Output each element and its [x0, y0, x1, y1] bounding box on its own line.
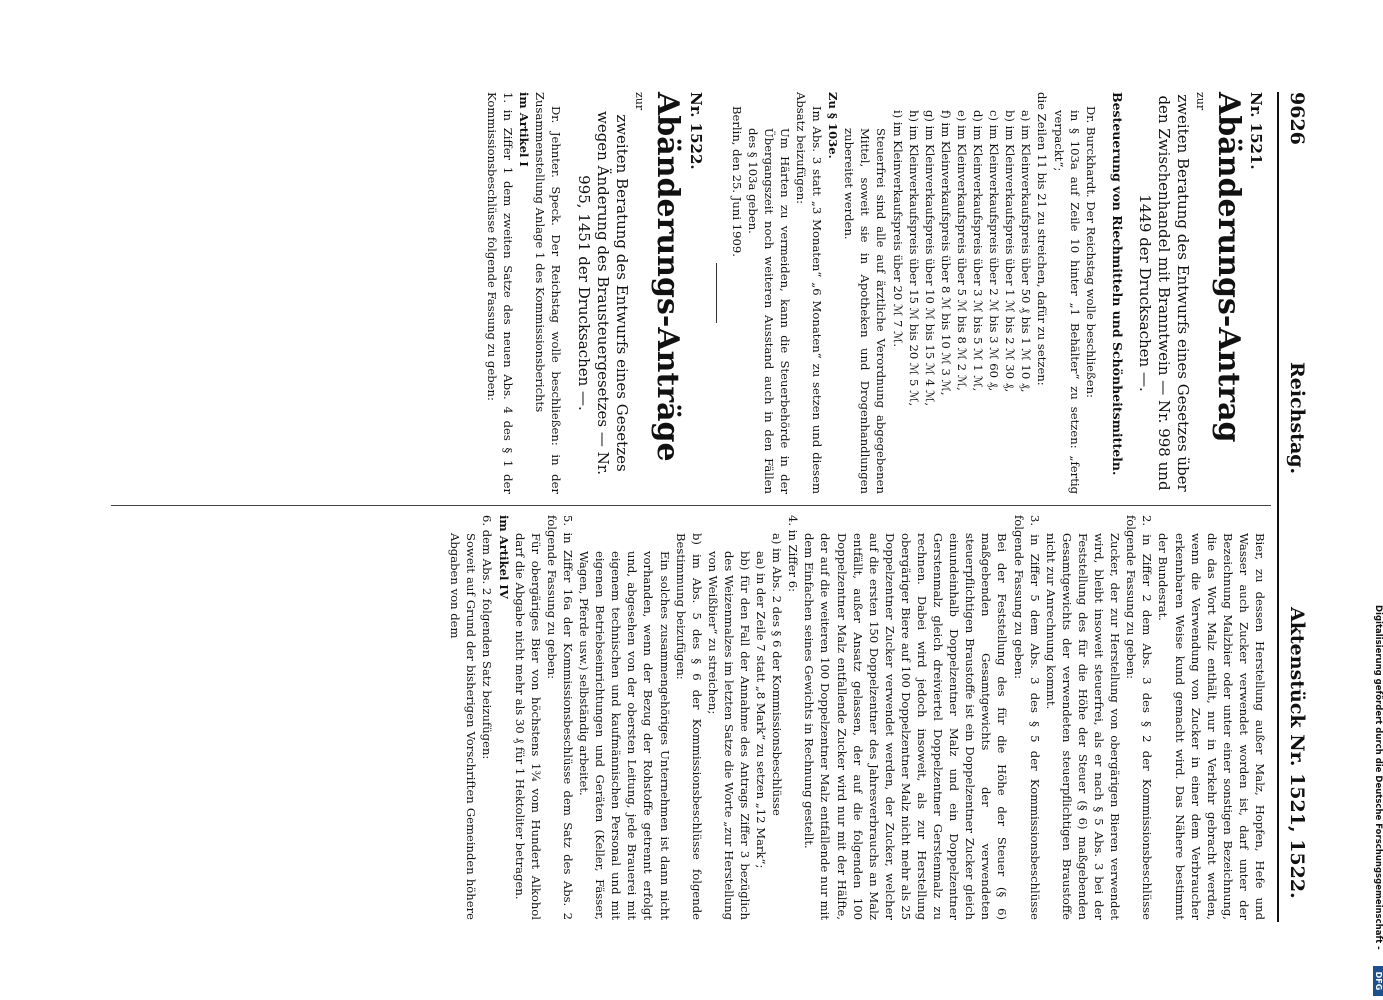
heading-abaenderungs-antraege: Abänderungs-Anträge	[650, 92, 686, 462]
page-number: 9626	[1286, 92, 1308, 145]
motion-jehnter: Dr. Jehnter. Speck. Der Reichstag wolle beschließen: in der Zusammenstellung Anlage 1 des Kommissionsberichts	[533, 92, 564, 494]
ziffer-6-text: Soweit auf Grund der bisherigen Vorschriften Gemeinden höhere Abgaben von dem	[448, 533, 479, 920]
zur-label-2: zur	[633, 92, 647, 111]
motion-103a: in § 103a auf Zeile 10 hinter „1 Behälter“ zu setzen: „fertig verpackt“;	[1051, 110, 1082, 494]
tariff-item-a: a) im Kleinverkaufspreis über 50 ₰ bis 1 ℳ 10 ₰,	[1019, 110, 1034, 393]
ziffer-4a: a) im Abs. 2 des § 6 der Kommissionsbeschlüsse	[770, 533, 785, 816]
motion-burckhardt: Dr. Burckhardt. Der Reichstag wolle beschließen:	[1083, 106, 1098, 398]
ziffer-6: 6. dem Abs. 2 folgenden Satz beizufügen:	[480, 515, 495, 760]
title-1522: zweiten Beratung des Entwurfs eines Gesetzes wegen Änderung des Brausteuergesetzes — Nr. 995, 1451 der Drucksachen —.	[575, 110, 632, 476]
tariff-item-h: h) im Kleinverkaufspreis über 15 ℳ bis 20 ℳ 5 ℳ,	[906, 110, 921, 407]
header-rule	[1277, 92, 1279, 922]
separator	[716, 263, 717, 323]
abs3-paragraph: Im Abs. 3 statt „3 Monaten“ „6 Monaten“ zu setzen und diesem Absatz beizufügen:	[794, 92, 825, 494]
right-column	[447, 515, 1268, 920]
running-header	[1278, 92, 1308, 922]
dfg-logo: DFG	[1373, 966, 1383, 996]
artikel-iv: im Artikel IV	[496, 515, 511, 599]
ziffer-4aa: aa) in der Zeile 7 statt „8 Mark“ zu setzen „12 Mark“;	[754, 551, 769, 869]
left-column	[484, 92, 1268, 494]
digitization-credit: Digitalisierung gefördert durch die Deutsche Forschungsgemeinschaft -	[1373, 605, 1383, 950]
ziffer-2-text: Zucker, der zur Herstellung von obergärigen Bieren verwendet wird, bleibt insoweit steuerfrei, als er nach § 5 Abs. 3 bei der Feststellung des für die Höhe der Steuer (§ 6) maßgebenden Gesamtgewichts der verwendeten steuerpflichtigen Braustoffe nicht zur Anrechnung kommt.	[1043, 533, 1123, 920]
tariff-item-g: g) im Kleinverkaufspreis über 10 ℳ bis 15 ℳ 4 ℳ,	[922, 110, 937, 407]
tariff-item-f: f) im Kleinverkaufspreis über 8 ℳ bis 10 ℳ 3 ℳ,	[938, 110, 953, 396]
ziffer-3-text: Bei der Feststellung des für die Höhe der Steuer (§ 6) maßgebenden Gesamtgewichts der verwendeten steuerpflichtigen Braustoffe ist ein Doppelzentner Zucker gleich einundeinhalb Doppelzentner Malz und ein Doppelzentner Gerstenmalz gleich dreiviertel Doppelzentner Gerstenmalz zu rechnen. Dabei wird jedoch insoweit, als zur Herstellung obergäriger Biere auf 100 Doppelzentner Malz nicht mehr als 25 Doppelzentner Zucker verwendet werden, der Zucker, welcher auf die ersten 150 Doppelzentner des Jahresverbrauchs an Malz entfällt, außer Ansatz gelassen, der auf die folgenden 100 Doppelzentner Malz entfallende Zucker wird nur mit der Hälfte, der auf die weiteren 100 Doppelzentner Malz entfallende nur mit dem Einfachen seines Gewichts in Rechnung gestellt.	[802, 533, 1010, 920]
section-103e: Zu § 103e.	[826, 92, 841, 159]
date-line: Berlin, den 25. Juni 1909.	[729, 106, 744, 257]
ziffer-4bb: bb) für den Fall der Annahme des Antrags Ziffer 3 bezüglich des Weizenmalzes im letzten Satze die Worte „zur Herstellung von Weißbier“ zu streichen;	[705, 551, 752, 920]
ziffer-4: 4. in Ziffer 6:	[786, 515, 801, 592]
ziffer-4b-text: Ein solches zusammengehöriges Unternehmen ist dann nicht vorhanden, wenn der Bezug der Rohstoffe getrennt erfolgt und, abgesehen von der obersten Leitung, jede Brauerei mit eigenem technischen und kaufmännischen Personal und mit eigenen Betriebseinrichtungen und Geräten (Keller, Fässer, Wagen, Pferde usw.) selbständig arbeitet.	[577, 551, 672, 920]
zur-label: zur	[1193, 92, 1207, 111]
ziffer-1: 1. in Ziffer 1 dem zweiten Satze des neuen Abs. 4 des § 1 der Kommissionsbeschlüsse folgende Fassung zu geben:	[485, 92, 516, 494]
subtitle-riechmittel: Besteuerung von Riechmitteln und Schönheitsmitteln.	[1109, 92, 1125, 476]
column-rule	[111, 505, 1271, 506]
bier-paragraph: Bier, zu dessen Herstellung außer Malz, Hopfen, Hefe und Wasser auch Zucker verwendet worden ist, darf unter der Bezeichnung Malzbier oder unter einer sonstigen Bezeichnung, die das Wort Malz enthält, nur in Verkehr gebracht werden, wenn die Verwendung von Zucker in einer dem Verbraucher erkennbaren Weise kund gemacht wird. Das Nähere bestimmt der Bundesrat.	[1156, 533, 1267, 920]
haerten-paragraph: Um Härten zu vermeiden, kann die Steuerbehörde in der Übergangszeit noch weiteren Ausstand auch in den Fällen des § 103a geben.	[745, 128, 792, 494]
tariff-item-b: b) im Kleinverkaufspreis über 1 ℳ bis 2 ℳ 30 ₰,	[1003, 110, 1018, 393]
tariff-item-i: i) im Kleinverkaufspreis über 20 ℳ 7 ℳ.	[890, 110, 905, 348]
tariff-item-c: c) im Kleinverkaufspreis über 2 ℳ bis 3 ℳ 60 ₰,	[987, 110, 1002, 392]
ziffer-5-text: Für obergäriges Bier von höchstens 1¾ vom Hundert Alkohol darf die Abgabe nicht mehr als 30 ₰ für 1 Hektoliter betragen.	[512, 533, 543, 920]
heading-abaenderungs-antrag: Abänderungs-Antrag	[1210, 92, 1246, 443]
doc-number-1522: Nr. 1522.	[686, 92, 705, 170]
ziffer-3: 3. in Ziffer 5 dem Abs. 3 des § 5 der Kommissionsbeschlüsse folgende Fassung zu geben:	[1011, 515, 1042, 920]
artikel-i: im Artikel I	[517, 92, 532, 167]
tariff-item-d: d) im Kleinverkaufspreis über 3 ℳ bis 5 ℳ 1 ℳ,	[971, 110, 986, 392]
tariff-item-e: e) im Kleinverkaufspreis über 5 ℳ bis 8 ℳ 2 ℳ,	[954, 110, 969, 391]
motion-zeilen: die Zeilen 11 bis 21 zu streichen, dafür zu setzen:	[1035, 92, 1050, 386]
digitization-note	[1373, 0, 1383, 1000]
steuerfrei-paragraph: Steuerfrei sind alle auf ärztliche Verordnung abgegebenen Mittel, soweit sie in Apotheken und Drogenhandlungen zubereitet werden.	[842, 128, 889, 494]
ziffer-4b: b) im Abs. 5 des § 6 der Kommissionsbeschlüsse folgende Bestimmung beizufügen:	[673, 533, 704, 920]
header-aktenstueck: Aktenstück Nr. 1521, 1522.	[1286, 607, 1308, 899]
ziffer-5: 5. in Ziffer 16a der Kommissionsbeschlüsse dem Satz des Abs. 2 folgende Fassung zu geben:	[544, 515, 575, 920]
ziffer-2: 2. in Ziffer 2 dem Abs. 3 des § 2 der Kommissionsbeschlüsse folgende Fassung zu geben:	[1124, 515, 1155, 920]
title-1521: zweiten Beratung des Entwurfs eines Gesetzes über den Zwischenhandel mit Branntwein — Nr. 998 und 1449 der Drucksachen —.	[1135, 94, 1192, 492]
doc-number-1521: Nr. 1521.	[1247, 92, 1265, 170]
header-reichstag: Reichstag.	[1286, 362, 1308, 475]
